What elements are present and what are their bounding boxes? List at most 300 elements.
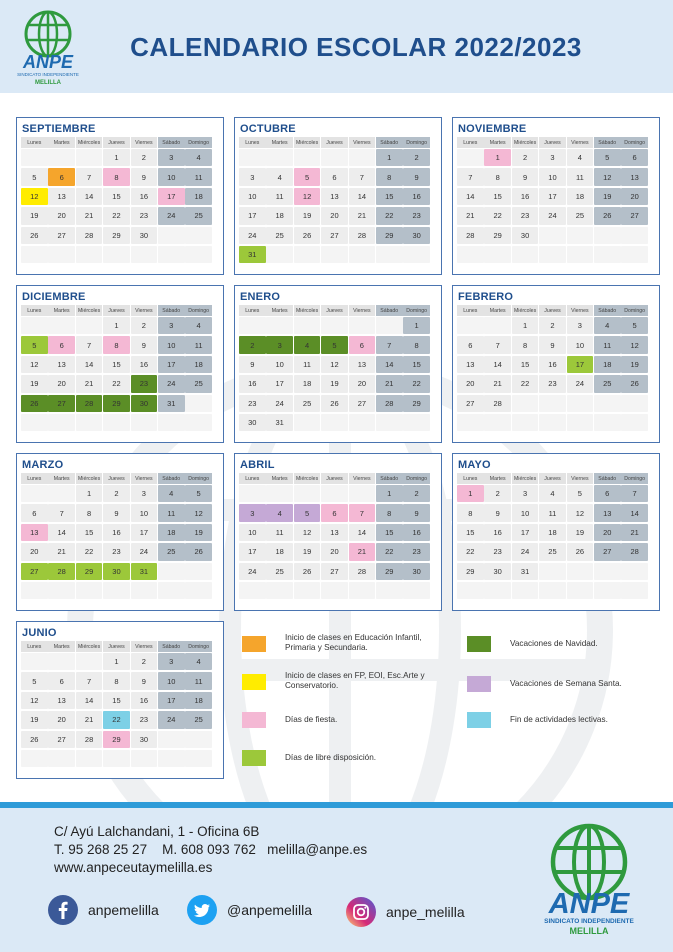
day-cell: 27 [48, 395, 75, 412]
empty-day-cell [103, 582, 130, 599]
day-cell: 22 [76, 543, 103, 560]
facebook-handle: anpemelilla [88, 902, 159, 918]
empty-day-cell [567, 246, 594, 263]
weekday-header: Martes [48, 473, 75, 484]
day-cell: 28 [76, 227, 103, 244]
weekday-header: Lunes [457, 473, 484, 484]
day-cell: 20 [48, 207, 75, 224]
day-cell: 3 [158, 317, 185, 334]
day-cell: 16 [539, 356, 566, 373]
day-cell: 17 [266, 375, 293, 392]
weekday-header: Viernes [567, 137, 594, 148]
day-cell: 2 [403, 485, 430, 502]
day-cell: 15 [103, 692, 130, 709]
day-cell: 29 [103, 731, 130, 748]
empty-day-cell [594, 227, 621, 244]
day-cell: 2 [484, 485, 511, 502]
day-cell: 16 [131, 188, 158, 205]
empty-day-cell [512, 395, 539, 412]
day-cell: 16 [103, 524, 130, 541]
day-cell: 13 [321, 524, 348, 541]
day-cell: 9 [239, 356, 266, 373]
day-cell: 16 [403, 188, 430, 205]
day-cell: 23 [403, 543, 430, 560]
day-cell: 17 [131, 524, 158, 541]
day-cell: 15 [76, 524, 103, 541]
day-cell: 18 [266, 207, 293, 224]
day-cell: 31 [158, 395, 185, 412]
day-cell: 7 [76, 336, 103, 353]
day-cell: 21 [484, 375, 511, 392]
day-cell: 7 [349, 504, 376, 521]
empty-day-cell [294, 582, 321, 599]
legend-swatch-yellow [242, 674, 266, 690]
month-name: ENERO [240, 291, 281, 303]
empty-day-cell [403, 414, 430, 431]
empty-day-cell [266, 485, 293, 502]
day-cell: 27 [321, 227, 348, 244]
empty-day-cell [294, 414, 321, 431]
empty-day-cell [376, 246, 403, 263]
day-cell: 17 [567, 356, 594, 373]
weekday-header: Jueves [103, 641, 130, 652]
weekday-header: Miércoles [76, 641, 103, 652]
empty-day-cell [321, 414, 348, 431]
weekday-header: Miércoles [512, 137, 539, 148]
day-cell: 12 [567, 504, 594, 521]
day-cell: 13 [48, 692, 75, 709]
day-cell: 19 [567, 524, 594, 541]
day-cell: 27 [457, 395, 484, 412]
empty-day-cell [567, 582, 594, 599]
day-cell: 30 [512, 227, 539, 244]
day-cell: 15 [512, 356, 539, 373]
empty-day-cell [76, 750, 103, 767]
day-cell: 14 [48, 524, 75, 541]
day-cell: 8 [103, 168, 130, 185]
empty-day-cell [484, 414, 511, 431]
day-cell: 5 [621, 317, 648, 334]
empty-day-cell [376, 582, 403, 599]
day-cell: 15 [376, 188, 403, 205]
day-cell: 4 [294, 336, 321, 353]
day-cell: 7 [484, 336, 511, 353]
day-cell: 25 [185, 711, 212, 728]
day-cell: 19 [621, 356, 648, 373]
day-cell: 21 [457, 207, 484, 224]
day-cell: 29 [484, 227, 511, 244]
weekday-header: Martes [48, 641, 75, 652]
empty-day-cell [294, 149, 321, 166]
day-cell: 25 [594, 375, 621, 392]
day-cell: 3 [158, 149, 185, 166]
empty-day-cell [48, 414, 75, 431]
weekday-header: Martes [484, 137, 511, 148]
empty-day-cell [621, 414, 648, 431]
address-line: C/ Ayú Lalchandani, 1 - Oficina 6B [54, 824, 260, 839]
empty-day-cell [131, 414, 158, 431]
day-cell: 13 [48, 188, 75, 205]
empty-day-cell [185, 731, 212, 748]
day-cell: 9 [131, 672, 158, 689]
empty-day-cell [76, 653, 103, 670]
day-cell: 5 [594, 149, 621, 166]
weekday-header: Martes [484, 305, 511, 316]
day-cell: 3 [158, 653, 185, 670]
day-cell: 21 [621, 524, 648, 541]
day-cell: 4 [594, 317, 621, 334]
month-noviembre [452, 117, 660, 275]
day-cell: 9 [403, 504, 430, 521]
day-cell: 24 [266, 395, 293, 412]
weekday-header: Viernes [349, 305, 376, 316]
website-link[interactable]: www.anpeceutaymelilla.es [54, 860, 213, 875]
empty-day-cell [376, 317, 403, 334]
day-cell: 19 [21, 375, 48, 392]
weekday-header: Viernes [131, 305, 158, 316]
day-cell: 1 [512, 317, 539, 334]
empty-day-cell [512, 246, 539, 263]
day-cell: 14 [76, 188, 103, 205]
day-cell: 28 [48, 563, 75, 580]
day-cell: 15 [403, 356, 430, 373]
empty-day-cell [21, 653, 48, 670]
day-cell: 1 [484, 149, 511, 166]
day-cell: 17 [539, 188, 566, 205]
day-cell: 20 [48, 375, 75, 392]
day-cell: 17 [239, 543, 266, 560]
day-cell: 25 [185, 375, 212, 392]
day-cell: 3 [567, 317, 594, 334]
day-cell: 14 [349, 524, 376, 541]
day-cell: 8 [103, 672, 130, 689]
day-cell: 11 [185, 336, 212, 353]
day-cell: 5 [567, 485, 594, 502]
empty-day-cell [349, 317, 376, 334]
day-cell: 15 [103, 356, 130, 373]
day-cell: 21 [376, 375, 403, 392]
weekday-header: Miércoles [76, 473, 103, 484]
contact-line: T. 95 268 25 27 M. 608 093 762 melilla@anpe.es [54, 842, 368, 857]
day-cell: 1 [403, 317, 430, 334]
day-cell: 9 [484, 504, 511, 521]
empty-day-cell [457, 317, 484, 334]
day-cell: 26 [21, 731, 48, 748]
empty-day-cell [266, 582, 293, 599]
empty-day-cell [185, 246, 212, 263]
day-cell: 5 [21, 336, 48, 353]
weekday-header: Miércoles [76, 137, 103, 148]
day-cell: 30 [103, 563, 130, 580]
day-cell: 4 [539, 485, 566, 502]
day-cell: 21 [48, 543, 75, 560]
day-cell: 22 [103, 711, 130, 728]
day-cell: 9 [131, 168, 158, 185]
day-cell: 27 [349, 395, 376, 412]
day-cell: 6 [621, 149, 648, 166]
day-cell: 13 [21, 524, 48, 541]
svg-text:SINDICATO INDEPENDIENTE: SINDICATO INDEPENDIENTE [17, 72, 79, 77]
day-cell: 23 [403, 207, 430, 224]
day-cell: 24 [158, 207, 185, 224]
day-cell: 13 [321, 188, 348, 205]
empty-day-cell [539, 227, 566, 244]
day-cell: 24 [239, 227, 266, 244]
day-cell: 18 [294, 375, 321, 392]
day-cell: 20 [21, 543, 48, 560]
day-cell: 6 [321, 168, 348, 185]
day-cell: 13 [621, 168, 648, 185]
day-cell: 6 [48, 672, 75, 689]
day-cell: 25 [567, 207, 594, 224]
day-cell: 19 [294, 207, 321, 224]
weekday-header: Sábado [376, 305, 403, 316]
weekday-header: Miércoles [512, 305, 539, 316]
weekday-header: Domingo [621, 473, 648, 484]
day-cell: 12 [21, 356, 48, 373]
day-cell: 4 [266, 168, 293, 185]
day-cell: 9 [131, 336, 158, 353]
empty-day-cell [48, 317, 75, 334]
empty-day-cell [21, 149, 48, 166]
twitter-handle: @anpemelilla [227, 902, 313, 918]
day-cell: 11 [539, 504, 566, 521]
empty-day-cell [349, 149, 376, 166]
day-cell: 6 [48, 168, 75, 185]
weekday-header: Domingo [403, 305, 430, 316]
day-cell: 14 [457, 188, 484, 205]
empty-day-cell [48, 485, 75, 502]
day-cell: 30 [484, 563, 511, 580]
empty-day-cell [539, 246, 566, 263]
empty-day-cell [158, 750, 185, 767]
day-cell: 8 [376, 504, 403, 521]
day-cell: 9 [403, 168, 430, 185]
day-cell: 21 [76, 375, 103, 392]
day-cell: 3 [239, 168, 266, 185]
day-cell: 19 [594, 188, 621, 205]
day-cell: 5 [21, 672, 48, 689]
day-cell: 2 [239, 336, 266, 353]
day-cell: 21 [76, 711, 103, 728]
day-cell: 10 [131, 504, 158, 521]
empty-day-cell [158, 227, 185, 244]
day-cell: 17 [239, 207, 266, 224]
day-cell: 9 [103, 504, 130, 521]
footer-divider [0, 802, 673, 808]
empty-day-cell [103, 246, 130, 263]
day-cell: 13 [48, 356, 75, 373]
day-cell: 19 [185, 524, 212, 541]
empty-day-cell [457, 582, 484, 599]
day-cell: 23 [512, 207, 539, 224]
day-cell: 20 [321, 543, 348, 560]
weekday-header: Domingo [185, 641, 212, 652]
day-cell: 16 [131, 692, 158, 709]
twitter-link[interactable] [187, 895, 312, 925]
day-cell: 4 [185, 653, 212, 670]
day-cell: 10 [158, 336, 185, 353]
empty-day-cell [76, 582, 103, 599]
day-cell: 27 [21, 563, 48, 580]
empty-day-cell [457, 414, 484, 431]
empty-day-cell [594, 563, 621, 580]
month-abril [234, 453, 442, 611]
month-name: MAYO [458, 459, 491, 471]
day-cell: 28 [484, 395, 511, 412]
empty-day-cell [21, 582, 48, 599]
day-cell: 12 [21, 692, 48, 709]
day-cell: 18 [567, 188, 594, 205]
day-cell: 28 [376, 395, 403, 412]
instagram-link[interactable] [346, 897, 465, 927]
day-cell: 24 [158, 375, 185, 392]
day-cell: 24 [539, 207, 566, 224]
empty-day-cell [512, 414, 539, 431]
day-cell: 3 [266, 336, 293, 353]
empty-day-cell [321, 149, 348, 166]
day-cell: 10 [239, 524, 266, 541]
weekday-header: Viernes [349, 473, 376, 484]
legend-swatch-pink [242, 712, 266, 728]
day-cell: 26 [321, 395, 348, 412]
day-cell: 30 [131, 227, 158, 244]
empty-day-cell [484, 246, 511, 263]
legend-swatch-cyan [467, 712, 491, 728]
day-cell: 4 [567, 149, 594, 166]
empty-day-cell [131, 582, 158, 599]
weekday-header: Martes [266, 137, 293, 148]
empty-day-cell [185, 414, 212, 431]
weekday-header: Viernes [567, 305, 594, 316]
day-cell: 4 [266, 504, 293, 521]
empty-day-cell [567, 227, 594, 244]
day-cell: 26 [21, 227, 48, 244]
day-cell: 17 [158, 356, 185, 373]
day-cell: 6 [21, 504, 48, 521]
day-cell: 14 [621, 504, 648, 521]
empty-day-cell [484, 317, 511, 334]
day-cell: 12 [321, 356, 348, 373]
day-cell: 25 [294, 395, 321, 412]
empty-day-cell [21, 414, 48, 431]
day-cell: 3 [512, 485, 539, 502]
month-name: OCTUBRE [240, 123, 296, 135]
day-cell: 19 [321, 375, 348, 392]
empty-day-cell [457, 149, 484, 166]
day-cell: 27 [321, 563, 348, 580]
empty-day-cell [376, 414, 403, 431]
day-cell: 29 [457, 563, 484, 580]
day-cell: 6 [321, 504, 348, 521]
empty-day-cell [294, 317, 321, 334]
month-octubre [234, 117, 442, 275]
weekday-header: Jueves [539, 305, 566, 316]
empty-day-cell [158, 246, 185, 263]
empty-day-cell [131, 750, 158, 767]
day-cell: 5 [185, 485, 212, 502]
day-cell: 2 [131, 317, 158, 334]
legend-text: Fin de actividades lectivas. [510, 715, 608, 724]
day-cell: 19 [21, 207, 48, 224]
twitter-icon [187, 895, 217, 925]
weekday-header: Sábado [158, 305, 185, 316]
empty-day-cell [158, 731, 185, 748]
empty-day-cell [48, 582, 75, 599]
day-cell: 23 [131, 711, 158, 728]
day-cell: 11 [158, 504, 185, 521]
day-cell: 10 [158, 168, 185, 185]
day-cell: 7 [457, 168, 484, 185]
day-cell: 3 [131, 485, 158, 502]
day-cell: 31 [266, 414, 293, 431]
weekday-header: Viernes [349, 137, 376, 148]
day-cell: 26 [294, 227, 321, 244]
empty-day-cell [539, 395, 566, 412]
weekday-header: Jueves [103, 473, 130, 484]
day-cell: 13 [457, 356, 484, 373]
empty-day-cell [594, 582, 621, 599]
weekday-header: Jueves [321, 137, 348, 148]
day-cell: 12 [21, 188, 48, 205]
day-cell: 28 [76, 395, 103, 412]
day-cell: 28 [621, 543, 648, 560]
empty-day-cell [185, 395, 212, 412]
day-cell: 24 [512, 543, 539, 560]
day-cell: 14 [484, 356, 511, 373]
empty-day-cell [48, 653, 75, 670]
day-cell: 12 [594, 168, 621, 185]
day-cell: 4 [185, 149, 212, 166]
day-cell: 11 [266, 524, 293, 541]
empty-day-cell [239, 317, 266, 334]
day-cell: 18 [594, 356, 621, 373]
anpe-logo-bottom [534, 820, 644, 938]
empty-day-cell [621, 582, 648, 599]
day-cell: 2 [131, 149, 158, 166]
day-cell: 7 [76, 672, 103, 689]
month-junio [16, 621, 224, 779]
day-cell: 22 [103, 207, 130, 224]
day-cell: 6 [594, 485, 621, 502]
weekday-header: Viernes [567, 473, 594, 484]
empty-day-cell [158, 563, 185, 580]
weekday-header: Lunes [239, 305, 266, 316]
empty-day-cell [349, 582, 376, 599]
empty-day-cell [76, 149, 103, 166]
day-cell: 29 [103, 227, 130, 244]
weekday-header: Domingo [185, 137, 212, 148]
day-cell: 18 [185, 692, 212, 709]
day-cell: 5 [294, 168, 321, 185]
day-cell: 22 [457, 543, 484, 560]
weekday-header: Jueves [321, 473, 348, 484]
facebook-link[interactable] [48, 895, 159, 925]
day-cell: 27 [594, 543, 621, 560]
weekday-header: Miércoles [76, 305, 103, 316]
day-cell: 26 [567, 543, 594, 560]
day-cell: 17 [512, 524, 539, 541]
day-cell: 10 [239, 188, 266, 205]
empty-day-cell [594, 414, 621, 431]
month-septiembre [16, 117, 224, 275]
month-name: NOVIEMBRE [458, 123, 527, 135]
empty-day-cell [349, 414, 376, 431]
day-cell: 18 [158, 524, 185, 541]
day-cell: 2 [512, 149, 539, 166]
empty-day-cell [594, 395, 621, 412]
weekday-header: Viernes [131, 641, 158, 652]
